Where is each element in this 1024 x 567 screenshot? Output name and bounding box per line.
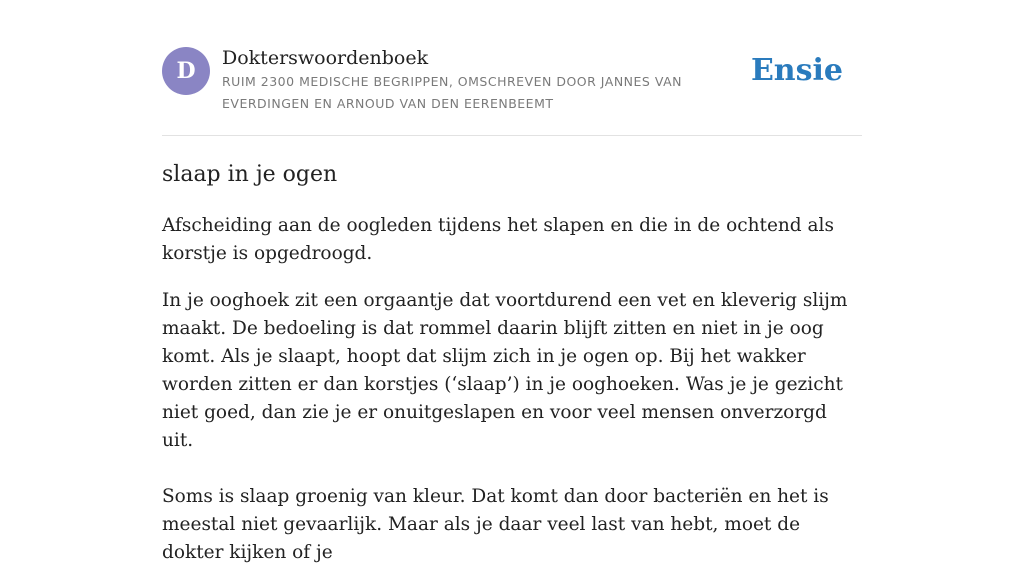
content-container: [162, 46, 862, 567]
source-title[interactable]: Dokterswoordenboek: [222, 47, 429, 69]
source-avatar[interactable]: D: [162, 47, 210, 95]
ensie-logo-link[interactable]: Ensie: [750, 53, 843, 88]
entry-definition: [162, 212, 862, 567]
entry-term: slaap in je ogen: [162, 162, 338, 187]
source-description: RUIM 2300 MEDISCHE BEGRIPPEN, OMSCHREVEN DOOR JANNES VAN EVERDINGEN EN ARNOUD VAN DEN EERENBEEMT: [222, 74, 682, 111]
definition-paragraph: Soms is slaap groenig van kleur. Dat komt dan door bacteriën en het is meestal niet gevaarlijk. Maar als je daar veel last van hebt, moet de dokter kijken of je: [162, 486, 829, 563]
definition-paragraph: In je ooghoek zit een orgaantje dat voortdurend een vet en kleverig slijm maakt. De bedoeling is dat rommel daarin blijft zitten en niet in je oog komt. Als je slaapt, hoopt dat slijm zich in je ogen op. Bij het wakker worden zitten er dan korstjes (‘slaap’) in je ooghoeken. Was je je gezicht niet goed, dan zie je er onuitgeslapen en voor veel mensen onverzorgd uit.: [162, 290, 848, 451]
source-header: [162, 46, 862, 136]
definition-summary: Afscheiding aan de oogleden tijdens het slapen en die in de ochtend als korstje is opgedroogd.: [162, 215, 834, 264]
source-info: [222, 46, 722, 115]
